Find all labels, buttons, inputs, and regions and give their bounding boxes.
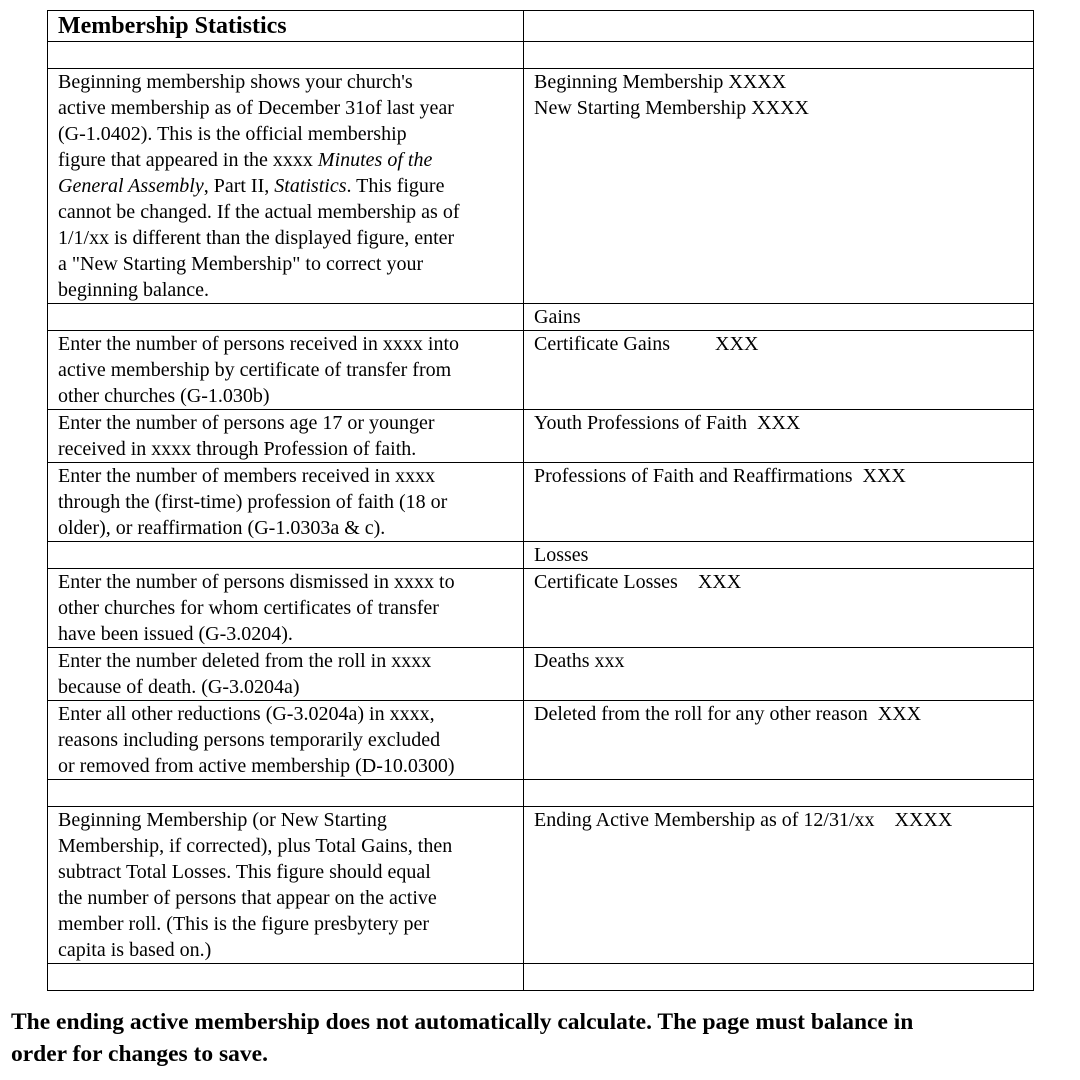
- field-label: Certificate Losses XXX: [534, 571, 742, 593]
- ending-membership-row: [48, 807, 1034, 964]
- certificate-gains-row: [48, 331, 1034, 410]
- description-line: active membership by certificate of transfer from: [58, 359, 452, 381]
- spacer-row: [48, 964, 1034, 991]
- spacer-row: [48, 780, 1034, 807]
- field-label: Professions of Faith and Reaffirmations XXX: [534, 465, 906, 487]
- field-label: Deaths xxx: [534, 650, 625, 672]
- empty-cell: [48, 780, 524, 807]
- certificate-losses-description: [48, 569, 524, 648]
- description-line: Enter the number of persons age 17 or younger: [58, 412, 435, 434]
- statistics-text: Statistics: [274, 175, 347, 197]
- description-line: subtract Total Losses. This figure should equal: [58, 861, 431, 883]
- description-line: Enter the number of members received in xxxx: [58, 465, 436, 487]
- certificate-losses-field[interactable]: [524, 569, 1034, 648]
- warning-line: The ending active membership does not automatically calculate. The page must balance in: [11, 1009, 914, 1035]
- description-line: Beginning membership shows your church's: [58, 71, 413, 93]
- description-line: member roll. (This is the figure presbytery per: [58, 913, 429, 935]
- general-assembly-text: General Assembly: [58, 175, 204, 197]
- beginning-membership-description: [48, 69, 524, 304]
- losses-header-row: [48, 542, 1034, 569]
- description-line: Enter the number deleted from the roll in xxxx: [58, 650, 432, 672]
- youth-professions-row: [48, 410, 1034, 463]
- ending-membership-description: [48, 807, 524, 964]
- description-line: other churches (G-1.030b): [58, 385, 270, 407]
- spacer-row: [48, 42, 1034, 69]
- description-line: Enter the number of persons dismissed in xxxx to: [58, 571, 455, 593]
- certificate-losses-row: [48, 569, 1034, 648]
- beginning-membership-field[interactable]: Beginning Membership XXXX: [534, 71, 787, 93]
- gains-header-row: [48, 304, 1034, 331]
- professions-reaffirmations-description: [48, 463, 524, 542]
- empty-cell: [48, 964, 524, 991]
- description-line: older), or reaffirmation (G-1.0303a & c).: [58, 517, 386, 539]
- empty-cell: [524, 964, 1034, 991]
- balance-warning-note: [11, 1006, 1077, 1070]
- section-title: Membership Statistics: [48, 11, 524, 42]
- deaths-field[interactable]: [524, 648, 1034, 701]
- youth-professions-description: [48, 410, 524, 463]
- description-text: . This figure: [346, 175, 445, 197]
- description-line: cannot be changed. If the actual membership as of: [58, 201, 460, 223]
- professions-reaffirmations-row: [48, 463, 1034, 542]
- description-line: active membership as of December 31of last year: [58, 97, 454, 119]
- field-label: Certificate Gains XXX: [534, 333, 759, 355]
- certificate-gains-field[interactable]: [524, 331, 1034, 410]
- beginning-membership-fields: [524, 69, 1034, 304]
- empty-cell: [524, 780, 1034, 807]
- empty-cell: [524, 11, 1034, 42]
- field-label: Deleted from the roll for any other reason XXX: [534, 703, 922, 725]
- description-text: figure that appeared in the xxxx: [58, 149, 318, 171]
- empty-cell: [48, 304, 524, 331]
- gains-header: Gains: [524, 304, 1034, 331]
- description-line: [58, 147, 513, 173]
- other-reductions-row: [48, 701, 1034, 780]
- other-reductions-description: [48, 701, 524, 780]
- minutes-title-text: Minutes of the: [317, 149, 433, 171]
- description-text: , Part II,: [203, 175, 275, 197]
- description-line: capita is based on.): [58, 939, 212, 961]
- description-line: (G-1.0402). This is the official membership: [58, 123, 407, 145]
- description-line: because of death. (G-3.0204a): [58, 676, 300, 698]
- warning-line: order for changes to save.: [11, 1041, 268, 1067]
- youth-professions-field[interactable]: [524, 410, 1034, 463]
- deaths-row: [48, 648, 1034, 701]
- description-line: a "New Starting Membership" to correct your: [58, 253, 424, 275]
- empty-cell: [48, 42, 524, 69]
- certificate-gains-description: [48, 331, 524, 410]
- description-line: Enter all other reductions (G-3.0204a) in xxxx,: [58, 703, 435, 725]
- membership-statistics-table: [47, 10, 1034, 991]
- description-line: beginning balance.: [58, 279, 210, 301]
- field-label: Youth Professions of Faith XXX: [534, 412, 801, 434]
- description-line: 1/1/xx is different than the displayed figure, enter: [58, 227, 455, 249]
- title-row: [48, 11, 1034, 42]
- description-line: Membership, if corrected), plus Total Gains, then: [58, 835, 453, 857]
- empty-cell: [524, 42, 1034, 69]
- professions-reaffirmations-field[interactable]: [524, 463, 1034, 542]
- description-line: through the (first-time) profession of faith (18 or: [58, 491, 448, 513]
- description-line: have been issued (G-3.0204).: [58, 623, 293, 645]
- description-line: [58, 173, 513, 199]
- deaths-description: [48, 648, 524, 701]
- description-line: the number of persons that appear on the active: [58, 887, 437, 909]
- description-line: reasons including persons temporarily excluded: [58, 729, 441, 751]
- field-label: Ending Active Membership as of 12/31/xx XXXX: [534, 809, 953, 831]
- description-line: received in xxxx through Profession of faith.: [58, 438, 417, 460]
- description-line: other churches for whom certificates of transfer: [58, 597, 439, 619]
- description-line: Beginning Membership (or New Starting: [58, 809, 387, 831]
- other-reductions-field[interactable]: [524, 701, 1034, 780]
- beginning-membership-row: [48, 69, 1034, 304]
- new-starting-membership-field[interactable]: New Starting Membership XXXX: [534, 97, 809, 119]
- ending-membership-field: [524, 807, 1034, 964]
- description-line: or removed from active membership (D-10.0300): [58, 755, 455, 777]
- empty-cell: [48, 542, 524, 569]
- losses-header: Losses: [524, 542, 1034, 569]
- description-line: Enter the number of persons received in xxxx into: [58, 333, 459, 355]
